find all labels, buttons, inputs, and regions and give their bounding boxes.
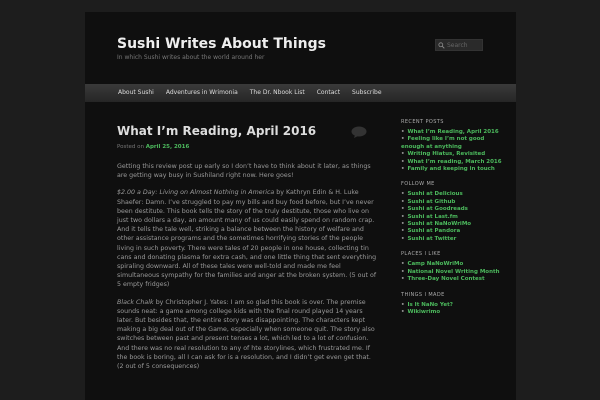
recent-post-link[interactable]: • Family and keeping in touch xyxy=(401,166,495,173)
follow-link[interactable]: • Sushi at Last.fm xyxy=(401,213,458,220)
paragraph-text: by Kathryn Edin & H. Luke Shaefer: Damn. I’ve struggled to pay my bills and buy food before, but I’ve never been destitute. This book tells the story of the truly destitute, those who live on just two dollars a day, an amount many of us could easily spend on random crap. And it tells the tale well, striking a balance between the history of welfare and other assistance programs and the sometimes horrifying stories of the people living in such poverty. There were tales of 20 people in one house, collecting tin cans and donating plasma for extra cash, and one little thing that sent everything spiraling downward. All of these tales were well-told and made me feel simultaneous sympathy for the families and anger at the broken system. (5 out of 5 empty fridges) xyxy=(117,189,377,289)
follow-link[interactable]: • Sushi at Pandora xyxy=(401,228,461,235)
recent-post-link[interactable]: • Feeling like I’m not good enough at anything xyxy=(401,136,485,150)
book-title: Black Chalk xyxy=(117,298,154,306)
search-box[interactable] xyxy=(435,39,483,51)
place-link[interactable]: • National Novel Writing Month xyxy=(401,268,500,275)
post-paragraph xyxy=(117,188,379,289)
place-link[interactable]: • Camp NaNoWriMo xyxy=(401,261,464,268)
search-input[interactable] xyxy=(447,40,482,50)
made-link[interactable]: • Wikiwrimo xyxy=(401,308,441,315)
post-content xyxy=(117,162,379,371)
follow-link[interactable]: • Sushi at Goodreads xyxy=(401,206,468,213)
widget-things-i-made xyxy=(401,292,505,317)
post-article xyxy=(117,124,379,379)
posted-label: Posted on xyxy=(117,144,144,150)
book-title: $2.00 a Day: Living on Almost Nothing in America xyxy=(117,189,275,197)
site-header xyxy=(85,12,516,84)
widget-title: FOLLOW ME xyxy=(401,181,435,188)
recent-post-link[interactable]: • What I’m Reading, April 2016 xyxy=(401,129,499,135)
sidebar xyxy=(401,119,505,324)
nav-item-about[interactable]: About Sushi xyxy=(118,89,154,96)
widget-places-i-like xyxy=(401,251,505,283)
post-meta xyxy=(117,144,379,150)
follow-link[interactable]: • Sushi at NaNoWriMo xyxy=(401,221,472,228)
nav-item-adventures[interactable]: Adventures in Wrimonia xyxy=(165,89,238,96)
place-link[interactable]: • Three-Day Novel Contest xyxy=(401,276,485,283)
site-description: In which Sushi writes about the world around her xyxy=(117,54,265,61)
widget-title: PLACES I LIKE xyxy=(401,251,441,258)
follow-link[interactable]: • Sushi at Github xyxy=(401,198,456,205)
nav-item-nbook-list[interactable]: The Dr. Nbook List xyxy=(249,89,305,96)
post-title[interactable]: What I’m Reading, April 2016 xyxy=(117,124,317,138)
widget-follow-me xyxy=(401,181,505,243)
recent-post-link[interactable]: • What I’m reading, March 2016 xyxy=(401,158,502,165)
post-date-link[interactable]: April 25, 2016 xyxy=(145,144,190,150)
comment-bubble-icon[interactable] xyxy=(351,126,367,138)
nav-item-contact[interactable]: Contact xyxy=(316,89,341,96)
widget-title: RECENT POSTS xyxy=(401,119,444,125)
page-container xyxy=(85,12,516,400)
post-paragraph xyxy=(117,298,379,372)
follow-link[interactable]: • Sushi at Twitter xyxy=(401,235,457,242)
widget-recent-posts xyxy=(401,119,505,173)
widget-title: THINGS I MADE xyxy=(401,291,445,298)
paragraph-text: Getting this review post up early so I don’t have to think about it later, as things are getting way busy in Sushiland right now. Here goes! xyxy=(117,163,371,180)
search-icon xyxy=(438,42,445,49)
site-title[interactable]: Sushi Writes About Things xyxy=(117,36,326,52)
paragraph-text: by Christopher J. Yates: I am so glad this book is over. The premise sounds neat: a game among college kids with the final round played 14 years later. But besides that, the entire story was disappointing. The characters kept making a big deal out of the Game, especially when someone quit. The story also switches between past and present tenses a lot, which led to a lot of confusion. And there was no real resolution to any of hte storylines, which frustrated me. If the book is boring, all I can ask for is a resolution, and I didn’t get even get that. (2 out of 5 consequences) xyxy=(117,298,375,371)
main-nav xyxy=(85,84,516,102)
post-paragraph xyxy=(117,162,379,180)
nav-item-subscribe[interactable]: Subscribe xyxy=(352,89,382,96)
recent-post-link[interactable]: • Writing Hiatus, Revisited xyxy=(401,151,486,158)
follow-link[interactable]: • Sushi at Delicious xyxy=(401,191,463,198)
made-link[interactable]: • Is It NaNo Yet? xyxy=(401,301,453,308)
